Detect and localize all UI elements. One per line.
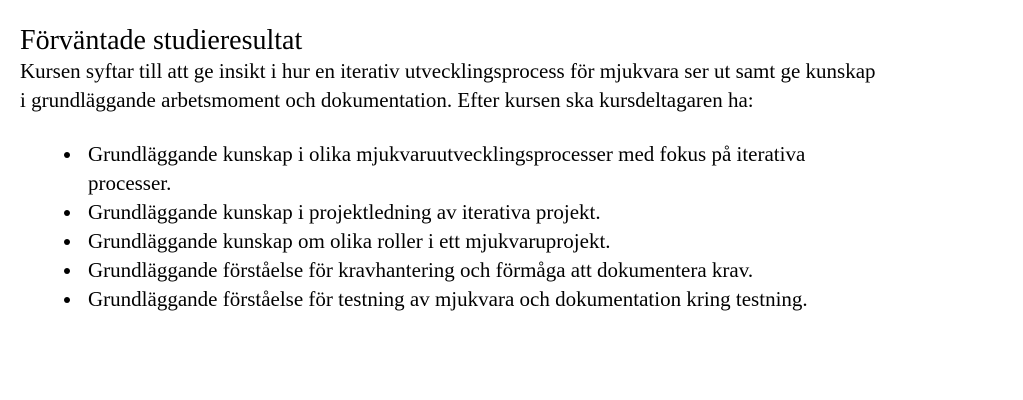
outcome-text: Grundläggande förståelse för kravhantering och förmåga att dokumentera krav.	[88, 258, 754, 282]
list-item	[20, 256, 858, 285]
list-item	[20, 198, 858, 227]
bullet-icon	[64, 268, 70, 274]
bullet-icon	[64, 297, 70, 303]
list-item	[20, 285, 858, 314]
bullet-icon	[64, 210, 70, 216]
bullet-icon	[64, 152, 70, 158]
intro-paragraph: Kursen syftar till att ge insikt i hur en iterativ utvecklingsprocess för mjukvara ser ut samt ge kunskap i grundläggande arbetsmoment och dokumentation. Efter kursen ska kursdeltagaren ha:	[20, 59, 876, 112]
learning-outcomes-list	[20, 140, 920, 314]
bullet-icon	[64, 239, 70, 245]
outcome-text: Grundläggande kunskap om olika roller i ett mjukvaruprojekt.	[88, 229, 611, 253]
document-section	[20, 25, 920, 314]
outcome-text: Grundläggande kunskap i olika mjukvaruutvecklingsprocesser med fokus på iterativa processer.	[88, 142, 806, 195]
outcome-text: Grundläggande förståelse för testning av mjukvara och dokumentation kring testning.	[88, 287, 808, 311]
outcome-text: Grundläggande kunskap i projektledning av iterativa projekt.	[88, 200, 601, 224]
section-heading: Förväntade studieresultat	[20, 25, 303, 56]
list-item	[20, 227, 858, 256]
list-item	[20, 140, 858, 198]
